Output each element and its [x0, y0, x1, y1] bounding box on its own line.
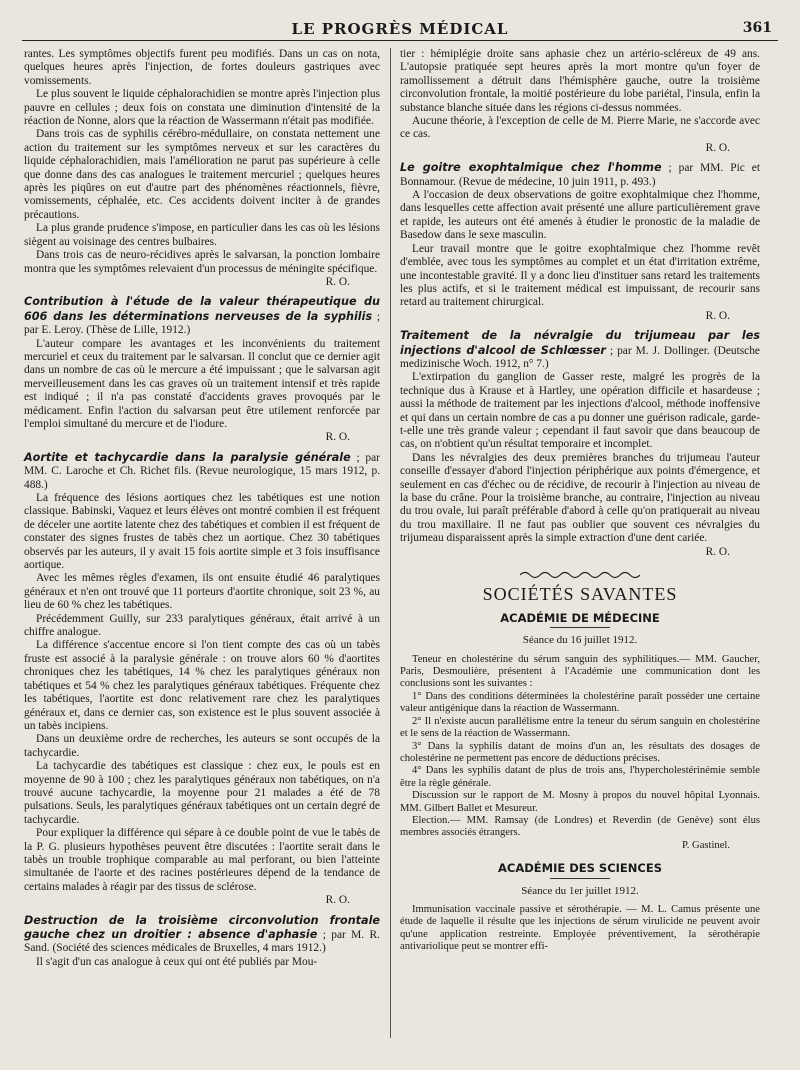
article-reference: ; par MM. Pic et Bonnamour. (Revue de médecine, 10 juin 1911, p. 493.): [400, 162, 760, 188]
page-header: [22, 18, 778, 41]
academy-report: [400, 904, 760, 954]
article-reference: ; par M. R. Sand. (Société des sciences médicales de Bruxelles, 4 mars 1912.): [24, 929, 380, 955]
subsection-title: ACADÉMIE DES SCIENCES: [498, 861, 662, 876]
paragraph: Immunisation vaccinale passive et sérothérapie. — M. L. Camus présente une étude de laquelle il résulte que les injections de sérum virulicide ne peuvent avoir qu'une application restreinte. Employée préventivement, la sérothérapie antivariolique peut se montrer effi-: [400, 903, 760, 953]
paragraph: Election.— MM. Ramsay (de Londres) et Reverdin (de Genève) sont élus membres associés étrangers.: [400, 814, 760, 839]
subsection-rule: [550, 627, 610, 628]
paragraph: La fréquence des lésions aortiques chez les tabétiques est une notion classique. Babinski, Vaquez et leurs élèves ont montré combien il est fréquent de déceler une aortite latente chez des tabétiques et combien il est fréquent de constater des signes frustes de tabès chez un aortique. Chez 30 tabétiques observés par les auteurs, il y avait 15 fois aortite simple et 3 fois insuffisance aortique.: [24, 492, 380, 572]
paragraph: Dans trois cas de neuro-récidives après le salvarsan, la ponction lombaire montra que les symptômes relevaient d'un processus de méningite spécifique.: [24, 249, 380, 275]
article-heading: [24, 451, 380, 492]
signature: R. O.: [325, 275, 350, 288]
article-heading: [24, 295, 380, 337]
paragraph: Le plus souvent le liquide céphalorachidien se montre après l'injection plus pauvre en cellules ; deux fois on constata une diminution d'intensité de la réaction de Nonne, alors que la réaction de Wassermann n'était pas modifiée.: [24, 88, 380, 128]
paragraph: Précédemment Guilly, sur 233 paralytiques généraux, était arrivé à un chiffre analogue.: [24, 612, 380, 639]
signature: R. O.: [325, 431, 350, 444]
session-date: Séance du 1er juillet 1912.: [521, 884, 639, 897]
paragraph: Aucune théorie, à l'exception de celle de M. Pierre Marie, ne s'accorde avec ce cas.: [400, 115, 760, 141]
conclusion-item: 3° Dans la syphilis datant de moins d'un an, les résultats des dosages de cholestérine ne permettent pas encore de déductions précises.: [400, 740, 760, 764]
paragraph: L'extirpation du ganglion de Gasser reste, malgré les progrès de la technique dus à Krause et à Hartley, une opération difficile et hasardeuse ; aussi la méthode de traitement par les injections d'alcool, méthode inoffensive et qui dans un certain nombre de cas a pu donner une guérison radicale, garde-t-elle une très grande valeur ; cependant il faut savoir que dans beaucoup de cas, on n'obtient qu'un résultat temporaire et incomplet.: [400, 371, 760, 451]
subsection-rule: [550, 878, 610, 879]
journal-title: LE PROGRÈS MÉDICAL: [291, 20, 509, 38]
article-title: Aortite et tachycardie dans la paralysie générale: [24, 450, 351, 464]
paragraph: La tachycardie des tabétiques est classique : chez eux, le pouls est en moyenne de 90 à 100 ; chez les paralytiques généraux non tabétiques, on n'a trouvé aucune tachycardie, la moyenne pour 21 malades a été de 78 pulsations. Seuls, les paralytiques généraux tabétiques ont un certain degré de tachycardie.: [24, 760, 380, 826]
article-heading: [400, 329, 760, 371]
article-heading: [24, 914, 380, 956]
paragraph: Discussion sur le rapport de M. Mosny à propos du nouvel hôpital Lyonnais. MM. Gilbert Ballet et Mesureur.: [400, 790, 760, 814]
conclusion-item: 4° Dans les syphilis datant de plus de trois ans, l'hypercholestérinémie semble être la règle générale.: [400, 765, 760, 789]
right-column: [400, 48, 760, 954]
ornament-divider: [400, 569, 760, 582]
paragraph: Pour expliquer la différence qui sépare à ce double point de vue le tabès de la P. G. plusieurs hypothèses peuvent être discutées : l'aortite serait dans le tabès un trouble trophique comparable au mal perforant, ou bien l'atteinte simultanée de l'aorte et des racines postérieures dépend de la tendance de certains malades à réagir par des tissus de sclérose.: [24, 827, 380, 893]
session-date: Séance du 16 juillet 1912.: [522, 634, 638, 647]
article-title: Traitement de la névralgie du trijumeau par les injections d'alcool de Schlœsser: [400, 329, 760, 357]
signature: R. O.: [705, 141, 730, 154]
article-title: Le goitre exophtalmique chez l'homme: [400, 161, 662, 175]
paragraph: Teneur en cholestérine du sérum sanguin des syphilitiques.— MM. Gaucher, Paris, Desmoulière, présentent à l'Académie une communication dont les conclusions sont les suivantes :: [400, 653, 760, 690]
paragraph: Il s'agit d'un cas analogue à ceux qui ont été publiés par Mou-: [36, 955, 318, 968]
wave-ornament-icon: [520, 570, 640, 580]
paragraph: L'auteur compare les avantages et les inconvénients du traitement mercuriel et ceux du traitement par le salvarsan. Il conclut que ce dernier agit dans un nombre de cas où le mercure a été impuissant ; que le salvarsan agit merveilleusement dans les cas graves où un traitement intensif et très rapide est indiqué ; il n'a pas constaté d'accidents graves provoqués par le médicament. Enfin l'action du salvarsan peut être utilement renforcée par l'emploi simultané du mercure et de l'iodure.: [24, 337, 380, 430]
paragraph: rantes. Les symptômes objectifs furent peu modifiés. Dans un cas on nota, quelques heures après l'injection, de fortes douleurs gastriques avec vomissements.: [24, 48, 380, 87]
left-column: [24, 48, 380, 969]
section-title: SOCIÉTÉS SAVANTES: [482, 584, 678, 605]
paragraph: La différence s'accentue encore si l'on tient compte des cas où un tabès fruste est associé à la paralysie générale : on trouve alors 60 % d'aortites chroniques chez les tabétiques, 14 % chez les paralytiques généraux non tabétiques et 54 % chez les paralytiques généraux tabétiques. Fréquente chez les tabétiques, l'aortite est donc relativement rare chez les paralytiques généraux et, dans ce dernier cas, son existence est le plus souvent associée à un tabès incipiens.: [24, 639, 380, 732]
subsection-title: ACADÉMIE DE MÉDECINE: [500, 610, 660, 625]
column-divider: [390, 48, 391, 1038]
paragraph: Leur travail montre que le goitre exophtalmique chez l'homme revêt d'emblée, avec tous les symptômes au complet et un état d'irritation extrême, une incontestable gravité. Il y a donc lieu d'instituer sans retard les traitements les plus actifs, et si le traitement médical est impuissant, de recourir sans retard au traitement chirurgical.: [400, 242, 760, 309]
page-number: 361: [742, 20, 772, 36]
signature: P. Gastinel.: [682, 839, 730, 851]
paragraph: A l'occasion de deux observations de goitre exophtalmique chez l'homme, dans lesquelles cette affection avait présenté une allure particulièrement grave et rapide, les auteurs ont été amenés à étudier le pronostic de la maladie de Basedow dans le sexe masculin.: [400, 189, 760, 242]
article-reference: ; par MM. C. Laroche et Ch. Richet fils. (Revue neurologique, 15 mars 1912, p. 488.): [24, 451, 380, 491]
paragraph: Avec les mêmes règles d'examen, ils ont ensuite étudié 46 paralytiques généraux et n'en ont trouvé que 11 porteurs d'aortite chronique, soit 23 %, au lieu de 60 % chez les tabétiques.: [24, 572, 380, 612]
article-title: Contribution à l'étude de la valeur thérapeutique du 606 dans les déterminations nerveuses de la syphilis: [24, 295, 380, 323]
conclusion-item: 1° Dans des conditions déterminées la cholestérine paraît posséder une certaine valeur antigénique dans la réaction de Wassermann.: [400, 690, 760, 715]
article-title: Destruction de la troisième circonvolution frontale gauche chez un droitier : absence d'aphasie: [24, 913, 380, 941]
academy-report: [400, 654, 760, 853]
signature: R. O.: [325, 894, 350, 907]
article-heading: [400, 161, 760, 189]
article-reference: ; par M. J. Dollinger. (Deutsche medizinische Woch. 1912, n° 7.): [400, 344, 760, 370]
paragraph: tier : hémiplégie droite sans aphasie chez un artério-scléreux de 49 ans. L'autopsie pratiquée sept heures après la mort montre qu'un foyer de ramollissement a détruit dans l'hémisphère gauche, outre la troisième circonvolution frontale, la moitié postérieure du lobe pariétal, l'insula, enfin la substance blanche située dans les régions ci-dessus nommées.: [400, 48, 760, 114]
paragraph: La plus grande prudence s'impose, en particulier dans les cas où les lésions siègent au voisinage des centres bulbaires.: [24, 222, 380, 248]
signature: R. O.: [705, 545, 730, 558]
conclusion-item: 2° Il n'existe aucun parallélisme entre la teneur du sérum sanguin en cholestérine et le sens de la réaction de Wassermann.: [400, 715, 760, 740]
article-reference: ; par E. Leroy. (Thèse de Lille, 1912.): [24, 310, 380, 337]
paragraph: Dans les névralgies des deux premières branches du trijumeau l'auteur conseille d'essayer d'abord l'injection périphérique aux points d'émergence, et seulement en cas d'échec ou de récidive, de recourir à l'injection au niveau de la base du crâne. Pour la troisième branche, au contraire, l'injection au niveau du trou ovale, lui paraît préférable d'abord à celle qu'on pratiquerait au niveau du trou maxillaire. Il ne faut pas oublier que souvent ces névralgies du trijumeau disparaissent après la simple extraction d'une dent cariée.: [400, 451, 760, 545]
signature: R. O.: [705, 309, 730, 322]
paragraph: Dans un deuxième ordre de recherches, les auteurs se sont occupés de la tachycardie.: [24, 733, 380, 759]
paragraph: Dans trois cas de syphilis cérébro-médullaire, on constata nettement une action du traitement sur les symptômes nerveux et sur les caractères du liquide céphalorachidien, mais l'amélioration ne parut pas supérieure à celle que donne dans des cas analogues le traitement mercuriel ; quelques heures après les piqûres on eut d'autre part des phénomènes réactionnels, fièvre, vomissements, céphalée, etc. Ces accidents doivent inciter à de grandes précautions.: [24, 128, 380, 221]
